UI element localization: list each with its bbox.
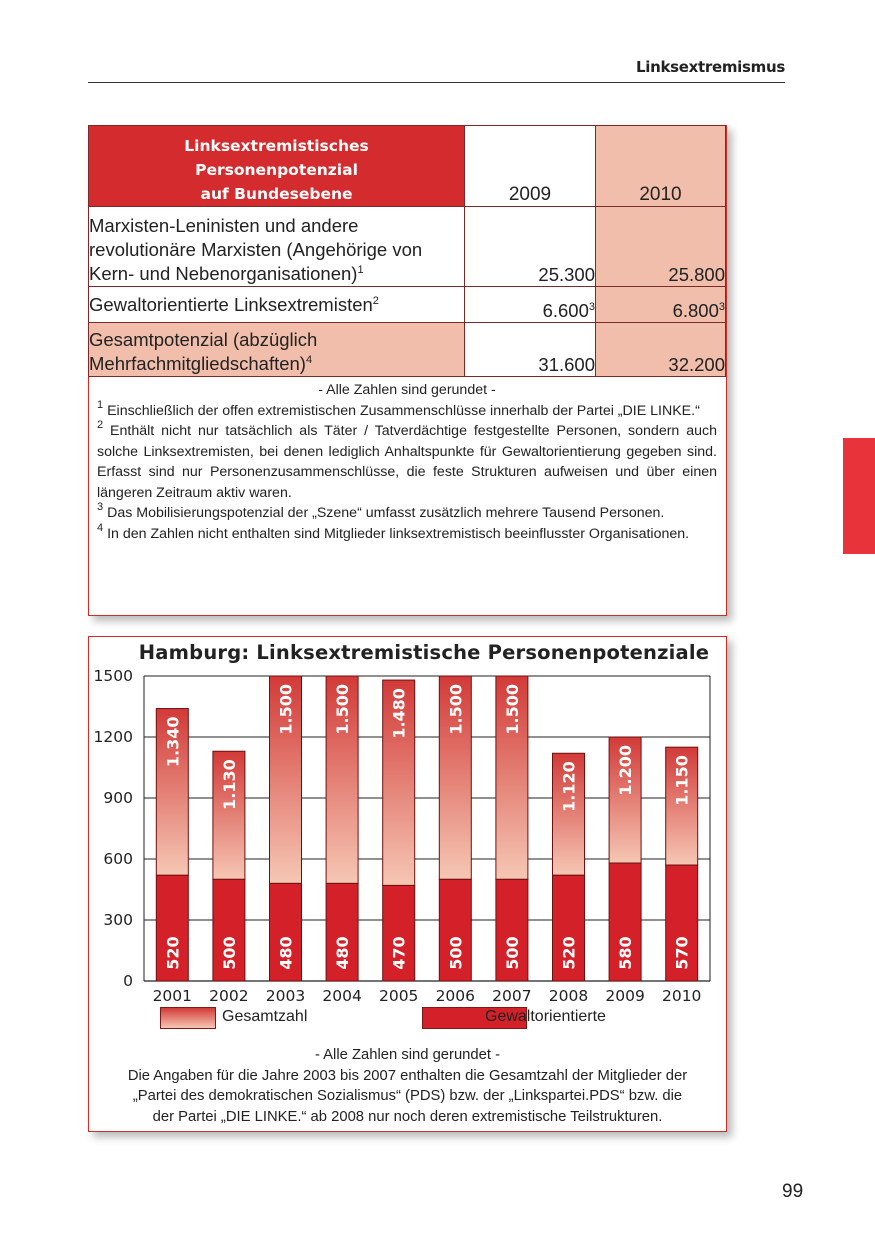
federal-potential-table-card (88, 125, 727, 616)
chart-note-line: der Partei „DIE LINKE.“ ab 2008 nur noch deren extremistische Teilstrukturen. (152, 1108, 663, 1125)
x-tick-label: 2009 (605, 987, 645, 1005)
x-tick-label: 2010 (661, 987, 702, 1005)
table-row (89, 207, 726, 287)
table-header-label (89, 126, 465, 207)
data-label-gewaltorientierte: 480 (276, 936, 296, 970)
footnote-ref: 4 (305, 354, 313, 366)
hamburg-chart-card (88, 636, 727, 1132)
data-label-gesamtzahl: 1.340 (163, 716, 183, 768)
footnote: $^3$ Das Mobilisierungspotenzial der „Szene“ umfasst zusätzlich mehrere Tausend Personen. (97, 501, 665, 521)
x-tick-label: 2001 (152, 987, 193, 1005)
value-2009: 6.600$^3$ (465, 287, 596, 323)
data-label-gewaltorientierte: 500 (219, 936, 239, 970)
data-label-gewaltorientierte: 520 (559, 936, 579, 970)
x-tick-label: 2004 (322, 987, 362, 1005)
y-tick-label: 1200 (93, 728, 133, 746)
data-label-gesamtzahl: 1.500 (333, 684, 353, 735)
year-header-2009: 2009 (465, 126, 596, 207)
legend-label-gesamtzahl: Gesamtzahl (222, 1008, 308, 1025)
value-2010: 6.800$^3$ (596, 287, 726, 323)
x-tick-label: 2008 (548, 987, 589, 1005)
x-tick-label: 2006 (435, 987, 476, 1005)
footnote: $^1$ Einschließlich der offen extremistischen Zusammenschlüsse innerhalb der Partei „DIE LINKE.“ (97, 398, 700, 419)
data-label-gewaltorientierte: 570 (672, 936, 692, 970)
legend-swatch-gesamtzahl (160, 1007, 216, 1029)
chart-note-line: „Partei des demokratischen Sozialismus“ (PDS) bzw. der „Linkspartei.PDS“ bzw. die (132, 1088, 683, 1104)
x-tick-label: 2002 (209, 987, 249, 1005)
y-tick-label: 300 (103, 911, 133, 929)
running-title: Linksextremismus (88, 58, 785, 83)
data-label-gesamtzahl: 1.150 (672, 755, 692, 806)
rounding-note: - Alle Zahlen sind gerundet - (318, 382, 496, 398)
row-label: Gewaltorientierte Linksextremisten$^2$ (89, 287, 465, 323)
data-label-gesamtzahl: 1.480 (389, 688, 409, 739)
data-label-gewaltorientierte: 500 (446, 936, 466, 970)
table-footnotes (97, 380, 717, 544)
footnote: $^2$ Enthält nicht nur tatsächlich als Täter / Tatverdächtige festgestellte Personen, sondern auch solche Linksextremisten, bei denen lediglich Anhaltspunkte für Gewaltorientierung gegeben sind. Erfasst sind nur Personenzusammenschlüsse, die feste Strukturen aufweisen und über einen längeren Zeitraum aktiv waren. (97, 419, 717, 501)
data-label-gewaltorientierte: 470 (389, 936, 409, 970)
header-label-line: Linksextremistisches (184, 137, 369, 155)
year-header-2010: 2010 (596, 126, 726, 207)
thumb-index-tab (843, 438, 875, 554)
y-tick-label: 600 (103, 850, 133, 868)
data-label-gesamtzahl: 1.200 (616, 745, 636, 796)
legend-label-gewaltorientierte: Gewaltorientierte (485, 1008, 606, 1025)
chart-note-line: - Alle Zahlen sind gerundet - (314, 1047, 501, 1063)
data-label-gesamtzahl: 1.500 (276, 684, 296, 735)
footnote-ref: 2 (372, 294, 379, 307)
row-label: Gesamtpotenzial (abzüglich Mehrfachmitgliedschaften)$^4$ (89, 323, 465, 377)
federal-potential-table (88, 125, 726, 377)
footnote: $^4$ In den Zahlen nicht enthalten sind Mitglieder linksextremistisch beeinflusster Organisationen. (97, 521, 690, 542)
header-label-line: Personenpotenzial (195, 161, 358, 179)
value-2009: 31.600 (465, 323, 596, 377)
data-label-gewaltorientierte: 580 (616, 936, 636, 970)
value-2010: 25.800 (596, 207, 726, 287)
y-tick-label: 900 (103, 789, 133, 807)
data-label-gesamtzahl: 1.500 (502, 684, 522, 735)
x-tick-label: 2007 (492, 987, 532, 1005)
table-row (89, 323, 726, 377)
chart-notes (91, 1045, 724, 1127)
x-tick-label: 2003 (265, 987, 306, 1005)
footnote-ref: 1 (357, 264, 364, 276)
value-2010: 32.200 (596, 323, 726, 377)
header-label-line: auf Bundesebene (200, 185, 353, 203)
chart-note-line: Die Angaben für die Jahre 2003 bis 2007 enthalten die Gesamtzahl der Mitglieder der (127, 1067, 688, 1084)
data-label-gewaltorientierte: 480 (333, 936, 353, 970)
table-row (89, 287, 726, 323)
data-label-gesamtzahl: 1.130 (219, 759, 239, 810)
chart-title: Hamburg: Linksextremistische Personenpotenziale (138, 641, 710, 664)
page-number: 99 (782, 1181, 804, 1202)
data-label-gewaltorientierte: 500 (502, 936, 522, 970)
x-tick-label: 2005 (378, 987, 419, 1005)
y-tick-label: 0 (123, 972, 133, 990)
data-label-gesamtzahl: 1.120 (559, 761, 579, 812)
table-header-row (89, 126, 726, 207)
data-label-gesamtzahl: 1.500 (446, 684, 466, 735)
y-tick-label: 1500 (93, 667, 133, 685)
row-label: Marxisten-Leninisten und andere revolutionäre Marxisten (Angehörige von Kern- und Nebenorganisationen)$^1$ (89, 207, 465, 287)
value-2009: 25.300 (465, 207, 596, 287)
data-label-gewaltorientierte: 520 (163, 936, 183, 970)
